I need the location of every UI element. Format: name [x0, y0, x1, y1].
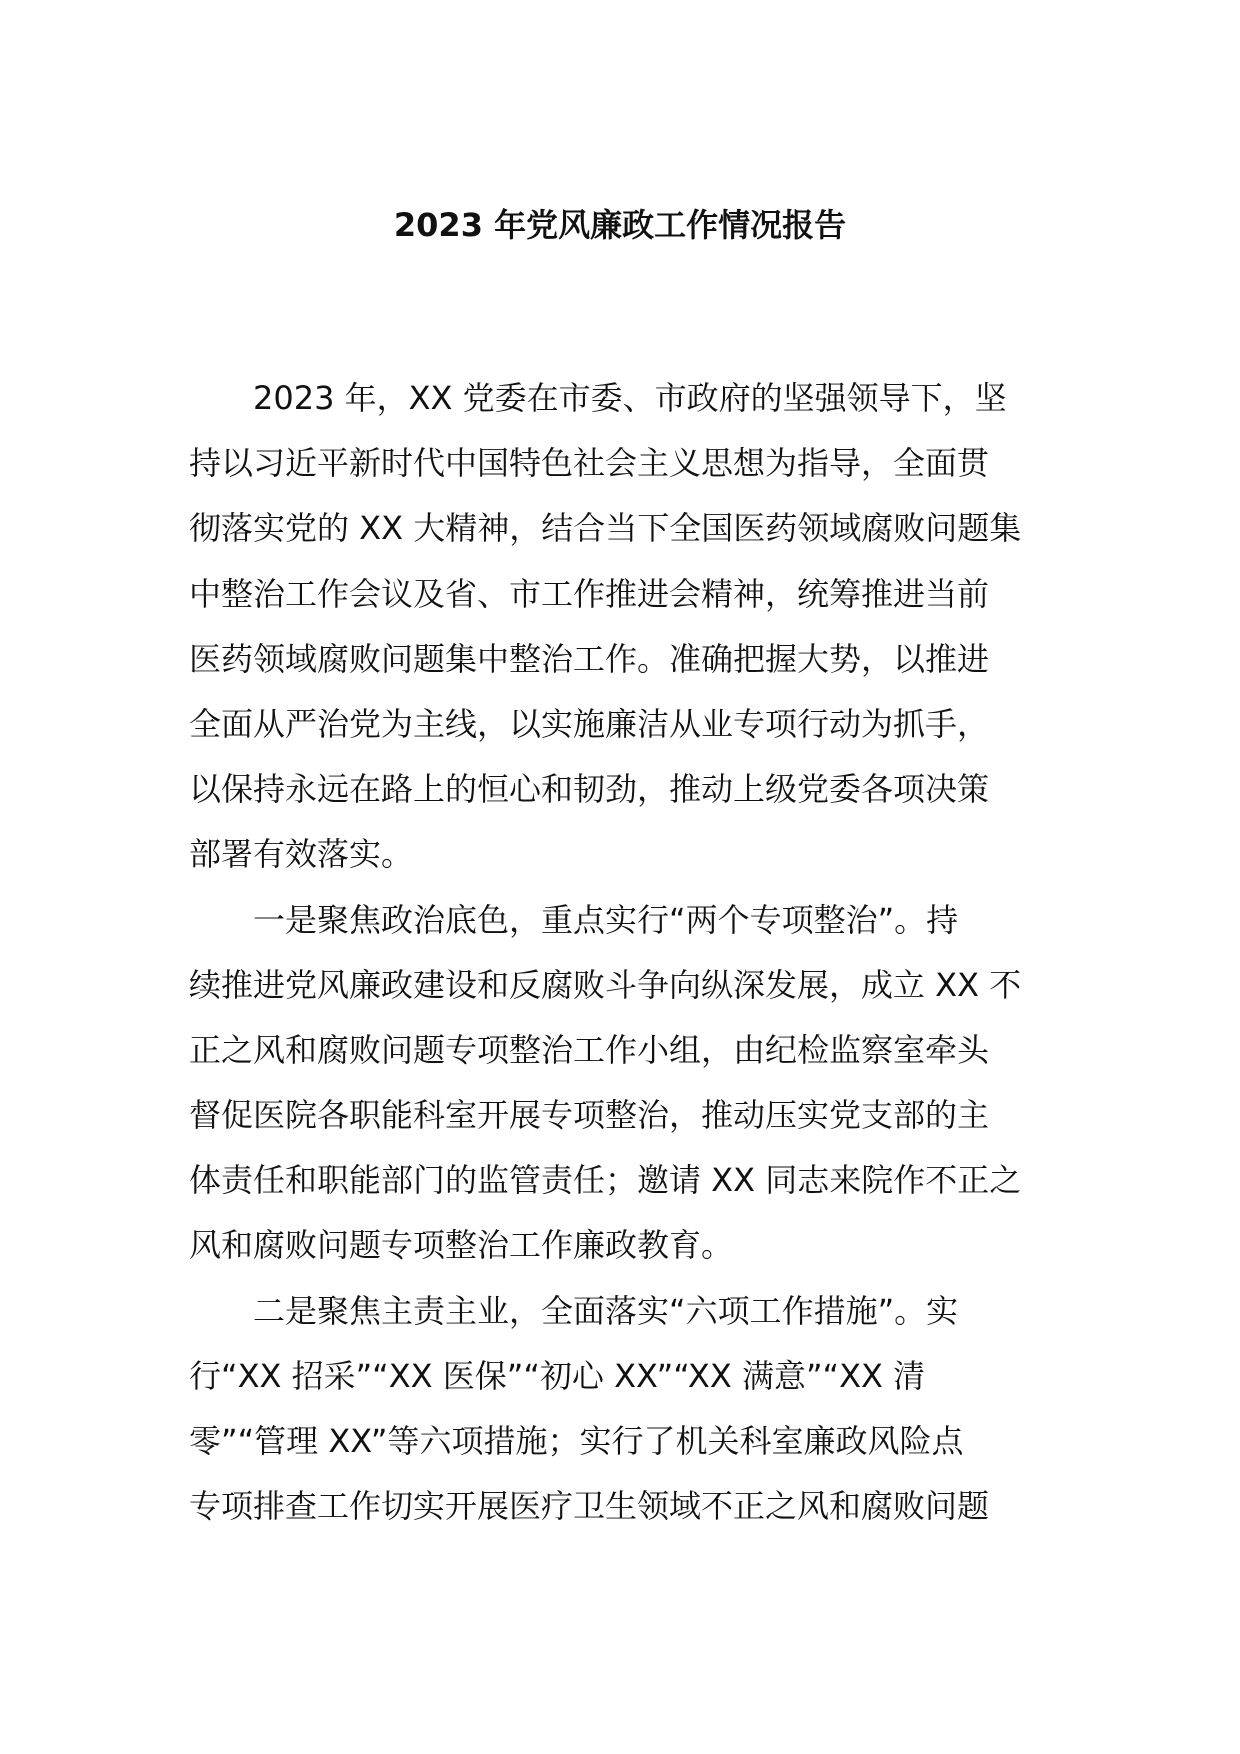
paragraph-1-line-3: 彻落实党的 XX 大精神，结合当下全国医药领域腐败问题集: [189, 509, 1022, 548]
paragraph-1-line-5: 医药领域腐败问题集中整治工作。准确把握大势，以推进: [189, 639, 990, 678]
paragraph-1-line-8: 部署有效落实。: [189, 835, 414, 874]
paragraph-3-line-1: 二是聚焦主责主业，全面落实“六项工作措施”。实: [253, 1291, 959, 1330]
paragraph-2-line-4: 督促医院各职能科室开展专项整治，推动压实党支部的主: [189, 1096, 990, 1135]
paragraph-3-line-3: 零”“管理 XX”等六项措施；实行了机关科室廉政风险点: [189, 1422, 964, 1460]
paragraph-1-line-7: 以保持永远在路上的恒心和韧劲，推动上级党委各项决策: [189, 770, 990, 809]
document-body: [189, 366, 1055, 1539]
paragraph-2-line-2: 续推进党风廉政建设和反腐败斗争向纵深发展，成立 XX 不: [189, 965, 1022, 1004]
paragraph-2-line-1: 一是聚焦政治底色，重点实行“两个专项整治”。持: [253, 900, 959, 939]
paragraph-1-line-1: 2023 年，XX 党委在市委、市政府的坚强领导下，坚: [253, 379, 1007, 417]
document-title: 2023 年党风廉政工作情况报告: [393, 206, 847, 244]
paragraph-2-line-6: 风和腐败问题专项整治工作廉政教育。: [189, 1226, 734, 1265]
paragraph-3-line-4: 专项排查工作切实开展医疗卫生领域不正之风和腐败问题: [189, 1487, 990, 1526]
paragraph-1-line-6: 全面从严治党为主线，以实施廉洁从业专项行动为抓手，: [189, 704, 990, 743]
paragraph-2-line-3: 正之风和腐败问题专项整治工作小组，由纪检监察室牵头: [189, 1030, 990, 1069]
paragraph-1-line-4: 中整治工作会议及省、市工作推进会精神，统筹推进当前: [189, 574, 990, 613]
paragraph-2-line-5: 体责任和职能部门的监管责任；邀请 XX 同志来院作不正之: [189, 1161, 1022, 1200]
paragraph-3-line-2: 行“XX 招采”“XX 医保”“初心 XX”“XX 满意”“XX 清: [189, 1356, 926, 1395]
paragraph-1-line-2: 持以习近平新时代中国特色社会主义思想为指导，全面贯: [189, 444, 990, 483]
